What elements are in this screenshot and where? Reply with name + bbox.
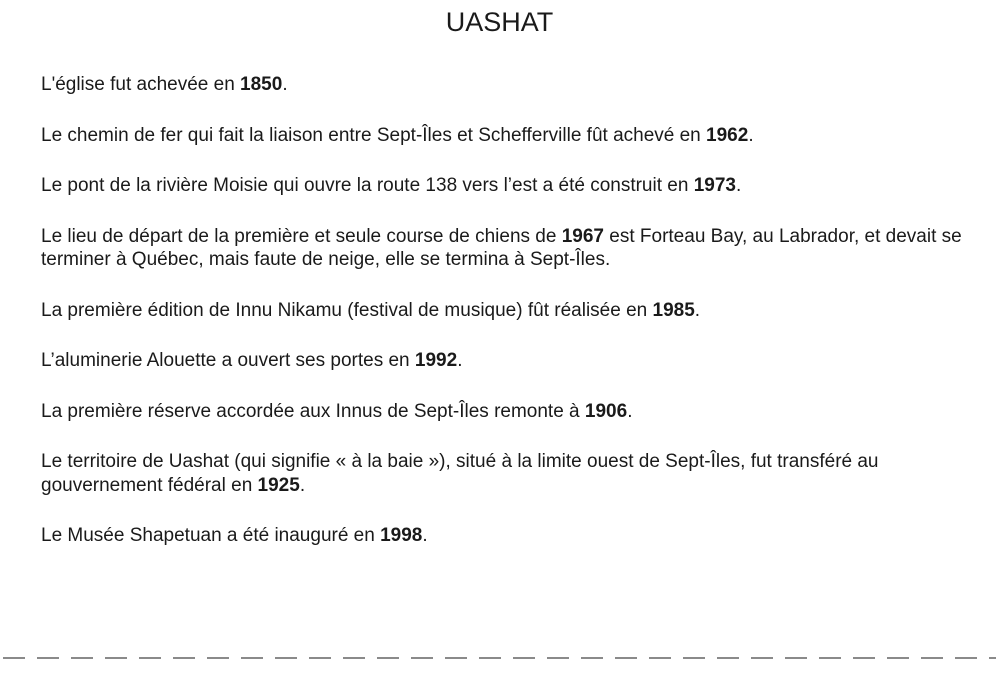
fact-year: 1967 xyxy=(561,225,604,247)
fact-tail: . xyxy=(748,124,754,146)
fact-year: 1973 xyxy=(693,175,736,196)
page-title: UASHAT xyxy=(445,7,554,37)
fact-text: Le chemin de fer qui fait la liaison entre Sept-Îles et Schefferville fût achevé en xyxy=(41,124,707,146)
fact-text: La première édition de Innu Nikamu (festival de musique) fût réalisée en xyxy=(41,299,653,321)
fact-1985 xyxy=(41,299,976,323)
fact-year: 1906 xyxy=(584,400,628,422)
fact-text: Le lieu de départ de la première et seule course de chiens de xyxy=(41,225,562,247)
fact-text: Le Musée Shapetuan a été inauguré en xyxy=(41,525,381,546)
facts-list xyxy=(41,73,976,575)
fact-year: 1962 xyxy=(706,124,749,146)
fact-1962 xyxy=(41,124,976,148)
fact-1925 xyxy=(41,450,976,497)
fact-text: Le pont de la rivière Moisie qui ouvre la route 138 vers l’est a été construit en xyxy=(41,175,694,196)
fact-tail: . xyxy=(627,400,633,422)
fact-text: L'église fut achevée en xyxy=(41,74,241,95)
fact-tail: . xyxy=(299,474,306,496)
fact-1850 xyxy=(41,73,976,97)
fact-tail: . xyxy=(422,525,428,546)
fact-tail: est Forteau Bay, au Labrador, et devait se terminer à Québec, mais faute de neige, elle se termina à Sept-Îles. xyxy=(41,225,962,270)
fact-1992 xyxy=(41,349,976,373)
fact-text: Le territoire de Uashat (qui signifie « à la baie »), situé à la limite ouest de Sept-Îles, fut transféré au gouvernement fédéral en xyxy=(41,451,879,496)
fact-tail: . xyxy=(457,350,463,371)
fact-tail: . xyxy=(735,175,742,196)
dashed-divider xyxy=(0,651,999,665)
fact-year: 1850 xyxy=(240,74,283,95)
fact-year: 1925 xyxy=(257,474,300,496)
fact-year: 1998 xyxy=(380,525,423,546)
fact-1906 xyxy=(41,400,976,424)
fact-year: 1992 xyxy=(414,350,458,371)
fact-1973 xyxy=(41,174,976,198)
fact-year: 1985 xyxy=(652,299,695,321)
fact-text: L’aluminerie Alouette a ouvert ses portes en xyxy=(41,350,415,371)
fact-text: La première réserve accordée aux Innus de Sept-Îles remonte à xyxy=(41,400,585,422)
fact-tail: . xyxy=(282,74,288,95)
fact-1998 xyxy=(41,524,976,548)
fact-tail: . xyxy=(694,299,701,321)
fact-1967 xyxy=(41,225,976,272)
